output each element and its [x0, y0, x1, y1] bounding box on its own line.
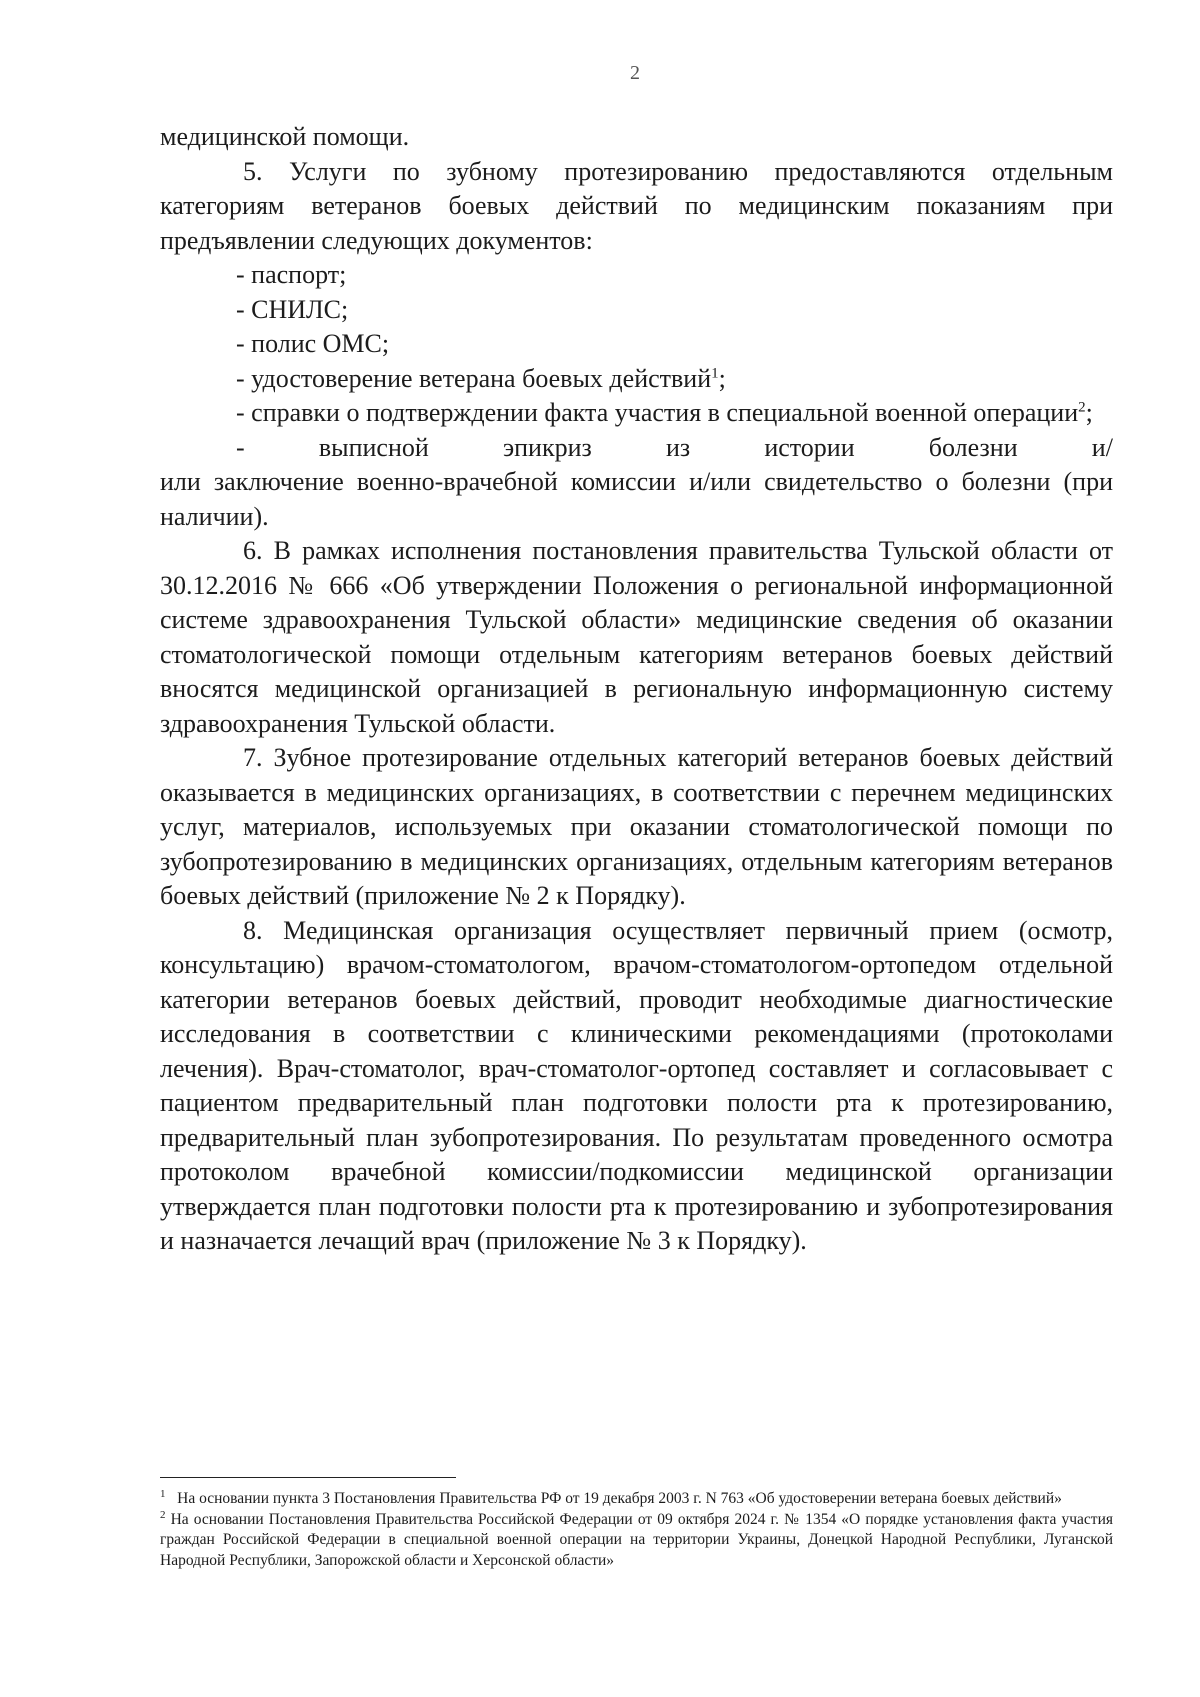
word: эпикриз: [502, 432, 592, 462]
list-item-certificates-text: - справки о подтверждении факта участия в специальной военной операции: [236, 398, 1079, 427]
list-item-certificates-end: ;: [1085, 398, 1093, 427]
word: выписной: [318, 432, 429, 462]
page-number: 2: [630, 62, 640, 84]
list-item-epicrisis-first-line: [160, 431, 1113, 466]
paragraph-5: 5. Услуги по зубному протезированию предоставляются отдельным категориям ветеранов боевых действий по медицинским показаниям при предъявлении следующих документов:: [160, 156, 1113, 255]
list-item-veteran-id: [160, 362, 1113, 397]
word: -: [236, 432, 245, 462]
footnote-2-text: На основании Постановления Правительства Российской Федерации от 09 октября 2024 г. № 1354 «О порядке установления факта участия граждан Российской Федерации в специальной военной операции на территории Украины, Донецкой Народной Республики, Луганской Народной Республики, Запорожской области и Херсонской области»: [160, 1510, 1113, 1569]
list-item-oms: - полис ОМС;: [236, 329, 390, 358]
footnote-mark-2: 2: [160, 1508, 166, 1521]
paragraph-8: 8. Медицинская организация осуществляет первичный прием (осмотр, консультацию) врачом-стоматологом, врачом-стоматологом-ортопедом отдельной категории ветеранов боевых действий, проводит необходимые диагностические исследования в соответствии с клиническими рекомендациями (протоколами лечения). Врач-стоматолог, врач-стоматолог-ортопед составляет и согласовывает с пациентом предварительный план подготовки полости рта к протезированию, предварительный план зубопротезирования. По результатам проведенного осмотра протоколом врачебной комиссии/подкомиссии медицинской организации утверждается план подготовки полости рта к протезированию и зубопротезирования и назначается лечащий врач (приложение № 3 к Порядку).: [160, 915, 1113, 1255]
list-item-snils: - СНИЛС;: [236, 294, 349, 324]
footnote-1: [160, 1489, 1113, 1510]
continuation-line: медицинской помощи.: [160, 122, 410, 151]
list-item-epicrisis-rest: или заключение военно-врачебной комиссии и/или свидетельство о болезни (при наличии).: [160, 467, 1113, 531]
footnotes: [160, 1489, 1113, 1571]
list-item-passport: - паспорт;: [236, 260, 347, 289]
list-item-veteran-id-end: ;: [718, 363, 726, 393]
footnote-separator: [160, 1477, 456, 1478]
list-item-veteran-id-text: - удостоверение ветерана боевых действий: [236, 363, 712, 393]
document-body: [160, 120, 1113, 1259]
word: истории: [764, 432, 855, 462]
list-item-certificates: [160, 396, 1113, 431]
word: и/: [1091, 432, 1113, 462]
word: болезни: [928, 432, 1018, 462]
footnote-ref-1: 1: [711, 364, 719, 381]
footnote-1-text: На основании пункта 3 Постановления Правительства РФ от 19 декабря 2003 г. N 763 «Об удостоверении ветерана боевых действий»: [177, 1490, 1062, 1507]
footnote-ref-2: 2: [1078, 399, 1086, 416]
paragraph-6: 6. В рамках исполнения постановления правительства Тульской области от 30.12.2016 № 666 «Об утверждении Положения о региональной информационной системе здравоохранения Тульской области» медицинские сведения об оказании стоматологической помощи отдельным категориям ветеранов боевых действий вносятся медицинской организацией в региональную информационную систему здравоохранения Тульской области.: [160, 536, 1113, 738]
paragraph-7: 7. Зубное протезирование отдельных категорий ветеранов боевых действий оказывается в медицинских организациях, в соответствии с перечнем медицинских услуг, материалов, используемых при оказании стоматологической помощи по зубопротезированию в медицинских организациях, отдельным категориям ветеранов боевых действий (приложение № 2 к Порядку).: [160, 743, 1113, 910]
footnote-2: [160, 1510, 1113, 1572]
footnote-mark-1: 1: [160, 1487, 166, 1500]
word: из: [665, 432, 691, 462]
